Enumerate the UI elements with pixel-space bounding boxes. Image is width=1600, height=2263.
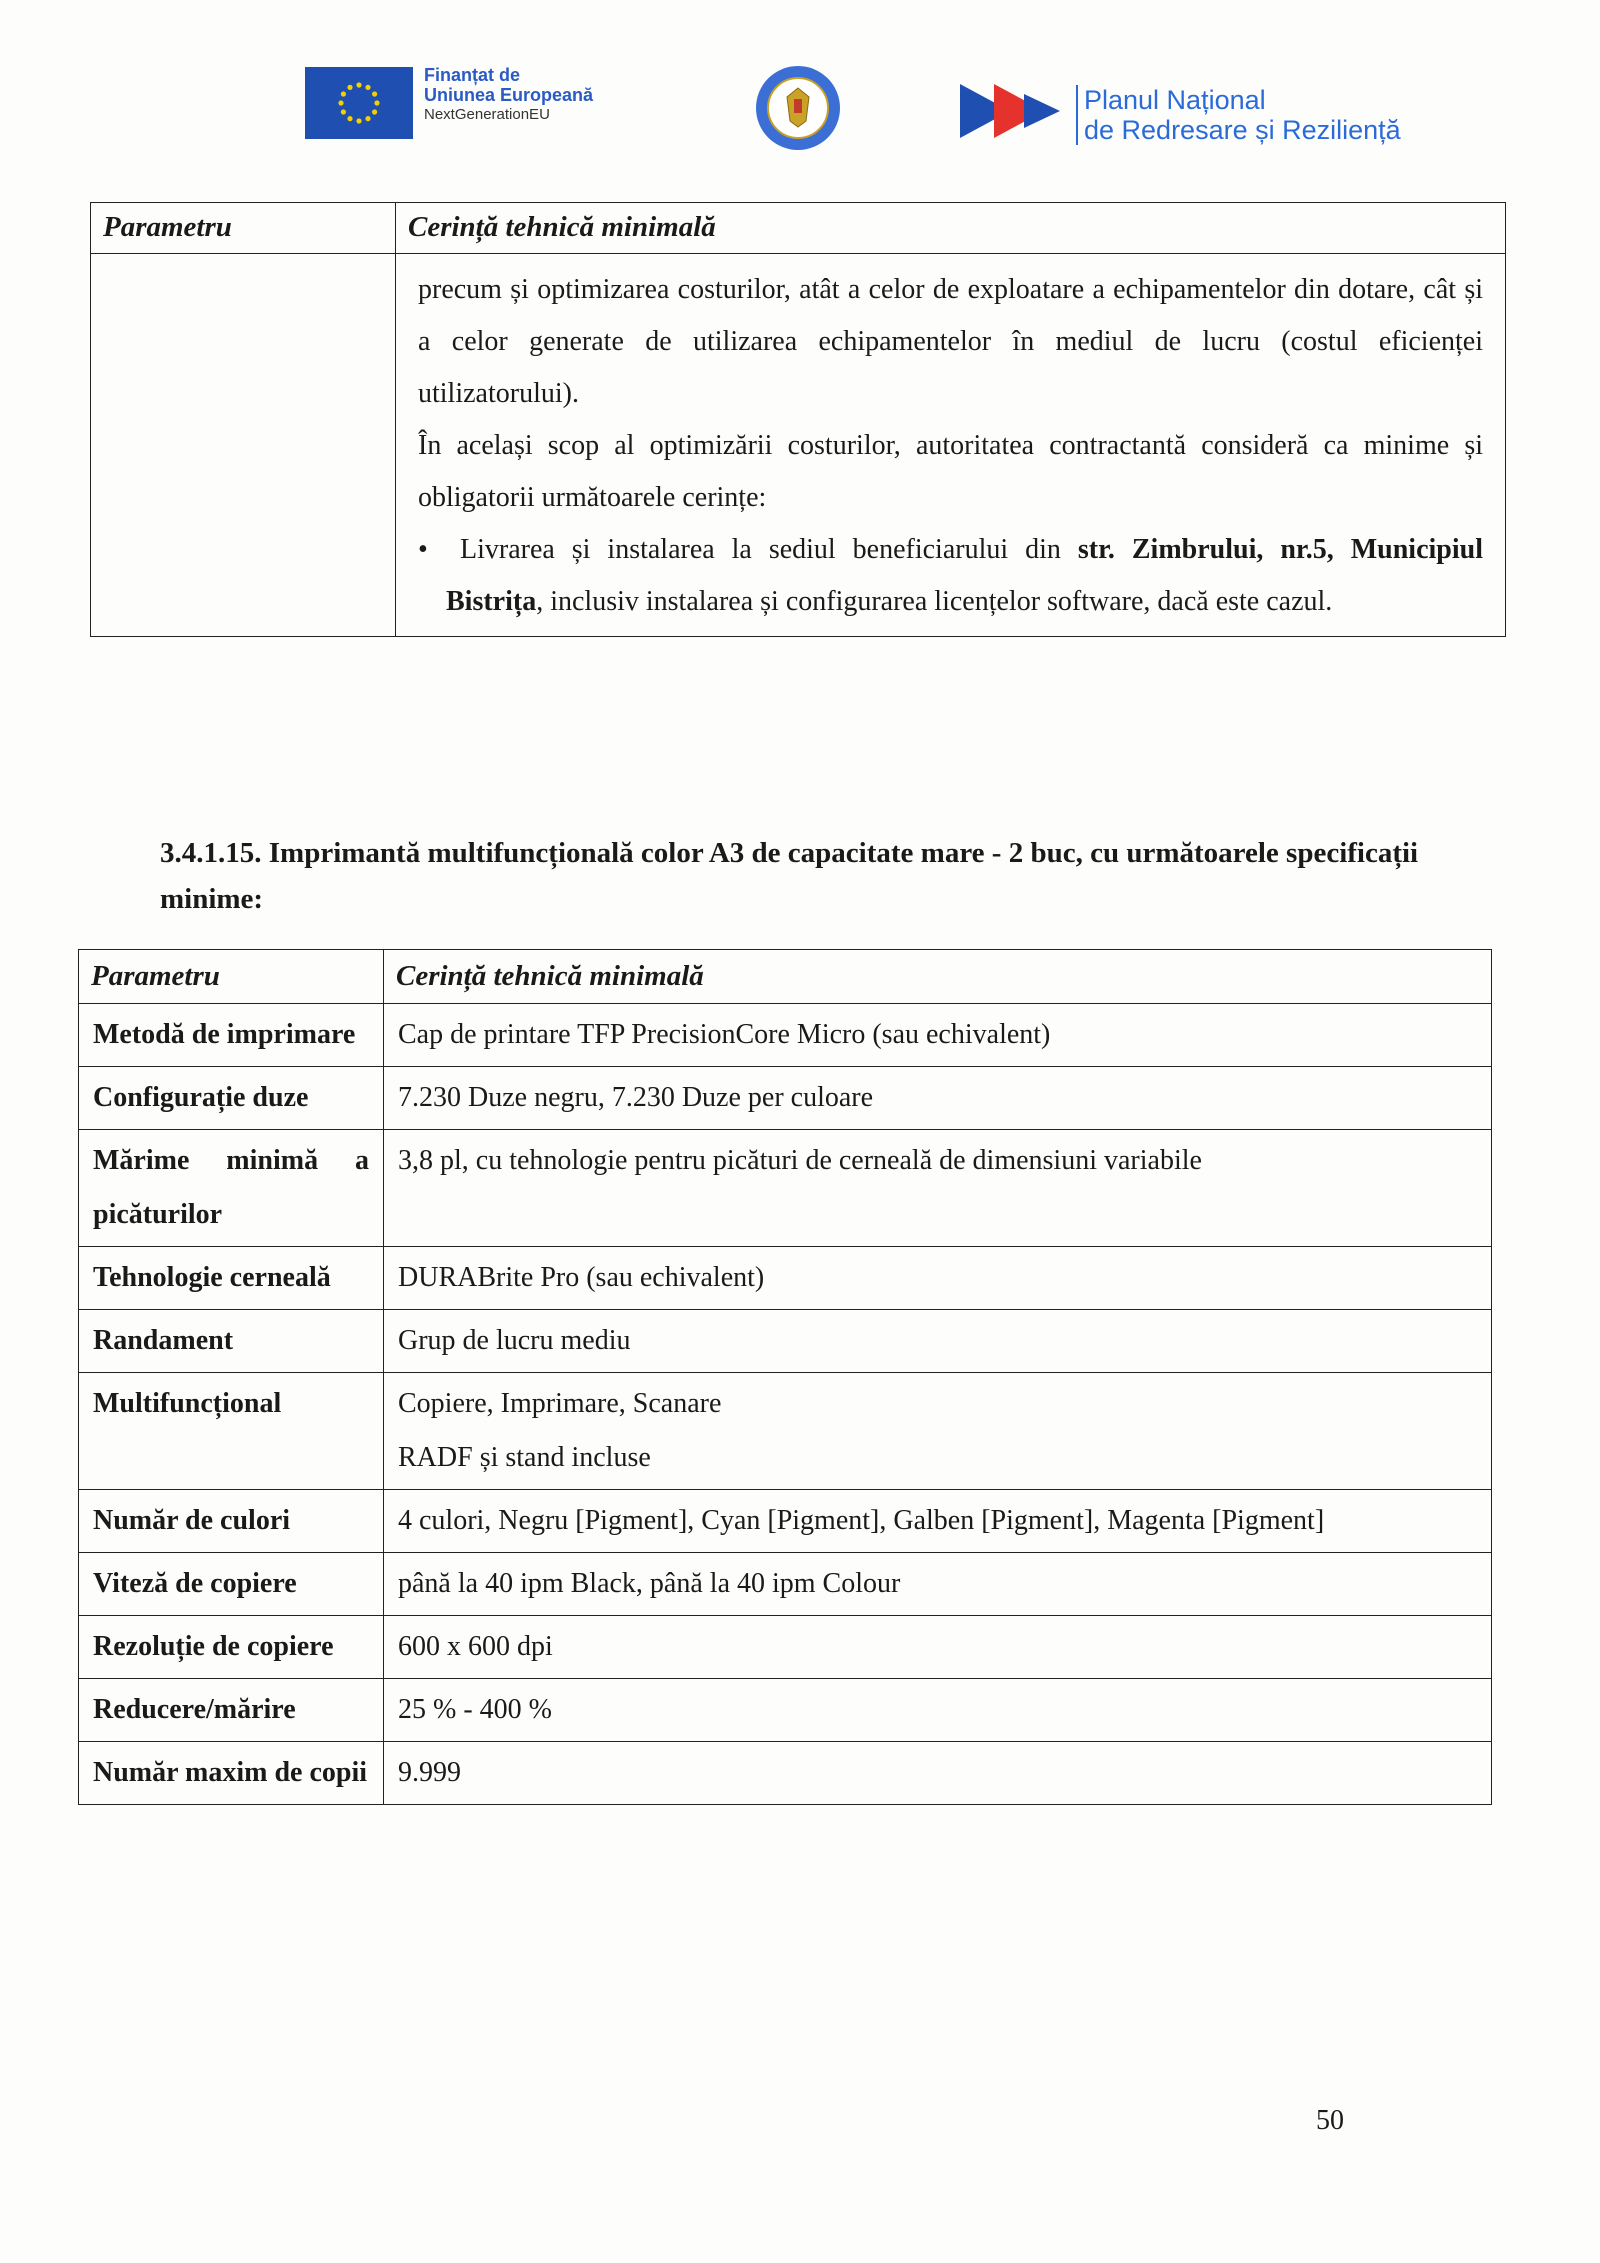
param-value: Copiere, Imprimare, Scanare: [398, 1388, 722, 1419]
printer-spec-table: [78, 949, 1492, 1805]
government-seal-logo: [753, 63, 843, 153]
param-name: Multifuncțional: [79, 1373, 384, 1490]
param-name: Număr maxim de copii: [79, 1742, 384, 1805]
param-value: Cap de printare TFP PrecisionCore Micro (sau echivalent): [384, 1004, 1492, 1067]
param-value: 3,8 pl, cu tehnologie pentru picături de cerneală de dimensiuni variabile: [384, 1130, 1492, 1247]
paragraph: În același scop al optimizării costurilor, autoritatea contractantă consideră ca minime și obligatorii următoarele cerințe:: [418, 430, 1483, 513]
param-name: Tehnologie cerneală: [79, 1247, 384, 1310]
table-row: [79, 1373, 1492, 1490]
param-name: Viteză de copiere: [79, 1553, 384, 1616]
eu-line2: Uniunea Europeană: [424, 85, 594, 105]
eu-line1: Finanțat de: [424, 65, 521, 85]
param-name: Randament: [79, 1310, 384, 1373]
param-value: Grup de lucru mediu: [384, 1310, 1492, 1373]
param-value: 9.999: [384, 1742, 1492, 1805]
col-header-parametru: Parametru: [91, 203, 396, 254]
page-header: [0, 55, 1600, 165]
pnrr-line1: Planul Național: [1084, 85, 1266, 115]
param-value-multi: [384, 1373, 1492, 1490]
pnrr-arrow-logo: [960, 80, 1075, 142]
param-value: 4 culori, Negru [Pigment], Cyan [Pigment], Galben [Pigment], Magenta [Pigment]: [384, 1490, 1492, 1553]
param-value: 7.230 Duze negru, 7.230 Duze per culoare: [384, 1067, 1492, 1130]
col-header-parametru: Parametru: [79, 950, 384, 1004]
param-value: 25 % - 400 %: [384, 1679, 1492, 1742]
table-row: [79, 1742, 1492, 1805]
param-name: Reducere/mărire: [79, 1679, 384, 1742]
pnrr-text: [1076, 85, 1401, 145]
section-title: 3.4.1.15. Imprimantă multifuncțională color A3 de capacitate mare - 2 buc, cu următoarele specificații minime:: [160, 837, 1419, 915]
param-name: Metodă de imprimare: [79, 1004, 384, 1067]
table-row: [79, 1310, 1492, 1373]
col-header-cerinta: Cerință tehnică minimală: [384, 950, 1492, 1004]
param-name: Rezoluție de copiere: [79, 1616, 384, 1679]
bullet-text: Livrarea și instalarea la sediul beneficiarului din: [460, 534, 1078, 565]
table-row: [91, 254, 1506, 637]
param-value: DURABrite Pro (sau echivalent): [384, 1247, 1492, 1310]
table-row: [79, 1247, 1492, 1310]
requirement-list: [418, 524, 1483, 628]
table-row: [79, 1553, 1492, 1616]
paragraph: precum și optimizarea costurilor, atât a celor de exploatare a echipamentelor din dotare, cât și a celor generate de utilizarea echipamentelor în mediul de lucru (costul eficienței utilizatorului).: [418, 274, 1483, 409]
table-row: [79, 1004, 1492, 1067]
param-cell-empty: [91, 254, 396, 637]
requirement-cell: [396, 254, 1506, 637]
table-row: [79, 1067, 1492, 1130]
page-number: 50: [1316, 2105, 1344, 2136]
bullet-address: str. Zimbrului, nr.5, Municipiul Bistrița: [446, 534, 1483, 617]
param-value: 600 x 600 dpi: [384, 1616, 1492, 1679]
list-item: [446, 524, 1483, 628]
eu-flag-logo: [305, 67, 413, 139]
param-name: Număr de culori: [79, 1490, 384, 1553]
table-row: [79, 1130, 1492, 1247]
param-value-extra: RADF și stand incluse: [398, 1442, 651, 1473]
table-row: [79, 1490, 1492, 1553]
pnrr-line2: de Redresare și Reziliență: [1084, 115, 1401, 145]
bullet-text-end: , inclusiv instalarea și configurarea licențelor software, dacă este cazul.: [536, 586, 1333, 617]
param-value: până la 40 ipm Black, până la 40 ipm Colour: [384, 1553, 1492, 1616]
table-row: [79, 1679, 1492, 1742]
col-header-cerinta: Cerință tehnică minimală: [396, 203, 1506, 254]
spec-table-continued: [90, 202, 1506, 637]
eu-funding-text: [424, 65, 593, 125]
eu-line3: NextGenerationEU: [424, 106, 550, 123]
param-name: Configurație duze: [79, 1067, 384, 1130]
param-name: Mărime minimă a picăturilor: [79, 1130, 384, 1247]
table-row: [79, 1616, 1492, 1679]
